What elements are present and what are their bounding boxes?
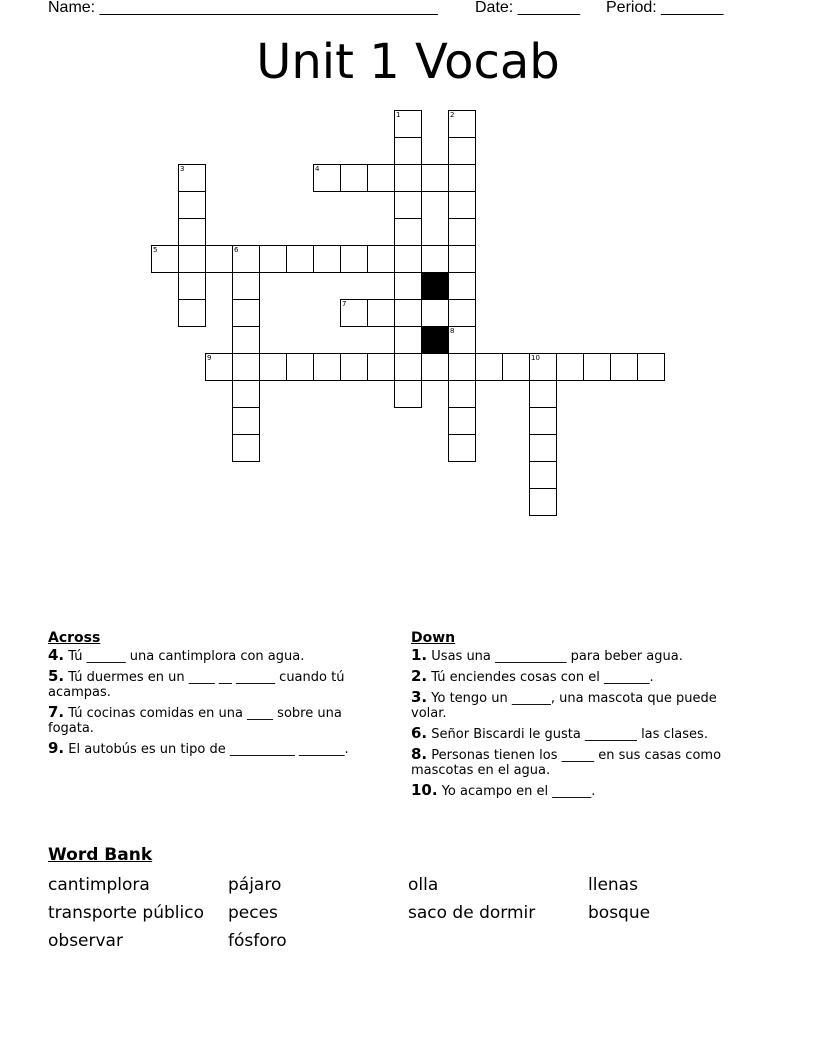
crossword-cell[interactable] xyxy=(394,218,422,246)
clue-number: 8. xyxy=(411,745,428,763)
clue-number: 6. xyxy=(411,724,428,742)
name-field[interactable]: Name: ______________________________________ xyxy=(48,0,438,16)
clue-number: 1. xyxy=(411,646,428,664)
word-bank-item: peces xyxy=(228,903,278,923)
clue-across-5 xyxy=(48,669,378,700)
cell-number: 10 xyxy=(531,354,540,362)
crossword-cell[interactable] xyxy=(205,245,233,273)
crossword-cell[interactable] xyxy=(178,245,206,273)
word-bank-item: olla xyxy=(408,875,439,895)
crossword-cell[interactable] xyxy=(475,353,503,381)
clue-number: 10. xyxy=(411,781,438,799)
clue-down-6 xyxy=(411,726,756,742)
crossword-cell[interactable] xyxy=(421,299,449,327)
word-bank-item: observar xyxy=(48,931,123,951)
word-bank xyxy=(48,845,768,951)
clue-number: 9. xyxy=(48,739,65,757)
crossword-cell[interactable] xyxy=(529,353,557,381)
crossword-cell[interactable] xyxy=(313,353,341,381)
crossword-cell[interactable] xyxy=(529,380,557,408)
clue-text: Señor Biscardi le gusta ________ las clases. xyxy=(431,727,708,742)
crossword-cell[interactable] xyxy=(340,353,368,381)
crossword-cell[interactable] xyxy=(421,353,449,381)
page-title: Unit 1 Vocab xyxy=(256,34,560,90)
clue-across-7 xyxy=(48,705,378,736)
word-bank-item: pájaro xyxy=(228,875,282,895)
crossword-cell[interactable] xyxy=(448,353,476,381)
cell-number: 8 xyxy=(450,327,455,335)
clue-number: 3. xyxy=(411,688,428,706)
crossword-cell[interactable] xyxy=(394,326,422,354)
clue-down-8 xyxy=(411,747,756,778)
crossword-cell[interactable] xyxy=(259,353,287,381)
crossword-cell[interactable] xyxy=(394,299,422,327)
down-clues xyxy=(411,630,756,804)
clue-number: 7. xyxy=(48,703,65,721)
clue-down-10 xyxy=(411,783,756,799)
crossword-cell[interactable] xyxy=(448,164,476,192)
cell-number: 9 xyxy=(207,354,212,362)
crossword-cell[interactable] xyxy=(448,434,476,462)
down-heading: Down xyxy=(411,630,456,646)
crossword-cell[interactable] xyxy=(529,407,557,435)
crossword-cell[interactable] xyxy=(394,110,422,138)
crossword-cell[interactable] xyxy=(178,299,206,327)
crossword-cell[interactable] xyxy=(529,488,557,516)
clue-down-3 xyxy=(411,690,756,721)
cell-number: 6 xyxy=(234,246,239,254)
clue-text: El autobús es un tipo de __________ _______. xyxy=(68,742,349,757)
crossword-cell[interactable] xyxy=(502,353,530,381)
crossword-cell[interactable] xyxy=(421,245,449,273)
crossword-cell[interactable] xyxy=(151,245,179,273)
crossword-cell[interactable] xyxy=(313,164,341,192)
clue-text: Personas tienen los _____ en sus casas como mascotas en el agua. xyxy=(411,748,722,778)
clue-text: Tú duermes en un ____ __ ______ cuando tú acampas. xyxy=(48,670,345,700)
crossword-cell[interactable] xyxy=(259,245,287,273)
cell-number: 4 xyxy=(315,165,320,173)
crossword-cell[interactable] xyxy=(367,245,395,273)
crossword-block xyxy=(421,272,449,300)
cell-number: 5 xyxy=(153,246,158,254)
clue-text: Yo acampo en el ______. xyxy=(441,784,596,799)
cell-number: 2 xyxy=(450,111,455,119)
crossword-cell[interactable] xyxy=(232,299,260,327)
crossword-block xyxy=(421,326,449,354)
clue-text: Yo tengo un ______, una mascota que puede volar. xyxy=(411,691,717,721)
crossword-cell[interactable] xyxy=(637,353,665,381)
crossword-cell[interactable] xyxy=(529,461,557,489)
crossword-cell[interactable] xyxy=(448,191,476,219)
crossword-cell[interactable] xyxy=(367,299,395,327)
crossword-cell[interactable] xyxy=(340,299,368,327)
crossword-cell[interactable] xyxy=(340,245,368,273)
period-field[interactable]: Period: _______ xyxy=(606,0,724,16)
crossword-cell[interactable] xyxy=(529,434,557,462)
crossword-cell[interactable] xyxy=(448,245,476,273)
word-bank-item: llenas xyxy=(588,875,638,895)
crossword-cell[interactable] xyxy=(394,137,422,165)
crossword-cell[interactable] xyxy=(367,164,395,192)
clue-across-4 xyxy=(48,648,378,664)
crossword-cell[interactable] xyxy=(448,272,476,300)
clue-across-9 xyxy=(48,741,378,757)
word-bank-item: transporte público xyxy=(48,903,204,923)
crossword-cell[interactable] xyxy=(610,353,638,381)
crossword-cell[interactable] xyxy=(178,218,206,246)
clue-down-1 xyxy=(411,648,756,664)
crossword-cell[interactable] xyxy=(178,164,206,192)
crossword-cell[interactable] xyxy=(232,407,260,435)
clue-down-2 xyxy=(411,669,756,685)
crossword-cell[interactable] xyxy=(232,245,260,273)
across-clues xyxy=(48,630,378,762)
crossword-cell[interactable] xyxy=(448,380,476,408)
clue-text: Tú enciendes cosas con el _______. xyxy=(431,670,654,685)
clue-number: 5. xyxy=(48,667,65,685)
word-bank-item: cantimplora xyxy=(48,875,150,895)
crossword-cell[interactable] xyxy=(367,353,395,381)
clue-number: 4. xyxy=(48,646,65,664)
clue-text: Tú cocinas comidas en una ____ sobre una fogata. xyxy=(48,706,342,736)
cell-number: 3 xyxy=(180,165,185,173)
crossword-cell[interactable] xyxy=(448,299,476,327)
crossword-cell[interactable] xyxy=(232,434,260,462)
crossword-cell[interactable] xyxy=(448,110,476,138)
across-heading: Across xyxy=(48,630,101,646)
clue-text: Tú ______ una cantimplora con agua. xyxy=(68,649,305,664)
crossword-cell[interactable] xyxy=(394,380,422,408)
crossword-cell[interactable] xyxy=(394,191,422,219)
word-bank-item: fósforo xyxy=(228,931,287,951)
crossword-cell[interactable] xyxy=(232,353,260,381)
crossword-cell[interactable] xyxy=(394,164,422,192)
crossword-cell[interactable] xyxy=(178,272,206,300)
crossword-cell[interactable] xyxy=(556,353,584,381)
clue-number: 2. xyxy=(411,667,428,685)
date-field[interactable]: Date: _______ xyxy=(475,0,580,16)
crossword-cell[interactable] xyxy=(448,218,476,246)
crossword-cell[interactable] xyxy=(448,326,476,354)
crossword-cell[interactable] xyxy=(232,272,260,300)
clue-text: Usas una ___________ para beber agua. xyxy=(431,649,683,664)
crossword-cell[interactable] xyxy=(340,164,368,192)
crossword-cell[interactable] xyxy=(448,137,476,165)
cell-number: 1 xyxy=(396,111,401,119)
word-bank-heading: Word Bank xyxy=(48,845,153,865)
word-bank-item: bosque xyxy=(588,903,651,923)
crossword-cell[interactable] xyxy=(583,353,611,381)
crossword-cell[interactable] xyxy=(394,245,422,273)
word-bank-item: saco de dormir xyxy=(408,903,536,923)
crossword-cell[interactable] xyxy=(286,245,314,273)
crossword-cell[interactable] xyxy=(232,326,260,354)
crossword-cell[interactable] xyxy=(421,164,449,192)
crossword-cell[interactable] xyxy=(178,191,206,219)
crossword-cell[interactable] xyxy=(394,353,422,381)
crossword-cell[interactable] xyxy=(313,245,341,273)
crossword-cell[interactable] xyxy=(232,380,260,408)
crossword-cell[interactable] xyxy=(286,353,314,381)
crossword-cell[interactable] xyxy=(394,272,422,300)
crossword-cell[interactable] xyxy=(448,407,476,435)
cell-number: 7 xyxy=(342,300,347,308)
crossword-cell[interactable] xyxy=(205,353,233,381)
